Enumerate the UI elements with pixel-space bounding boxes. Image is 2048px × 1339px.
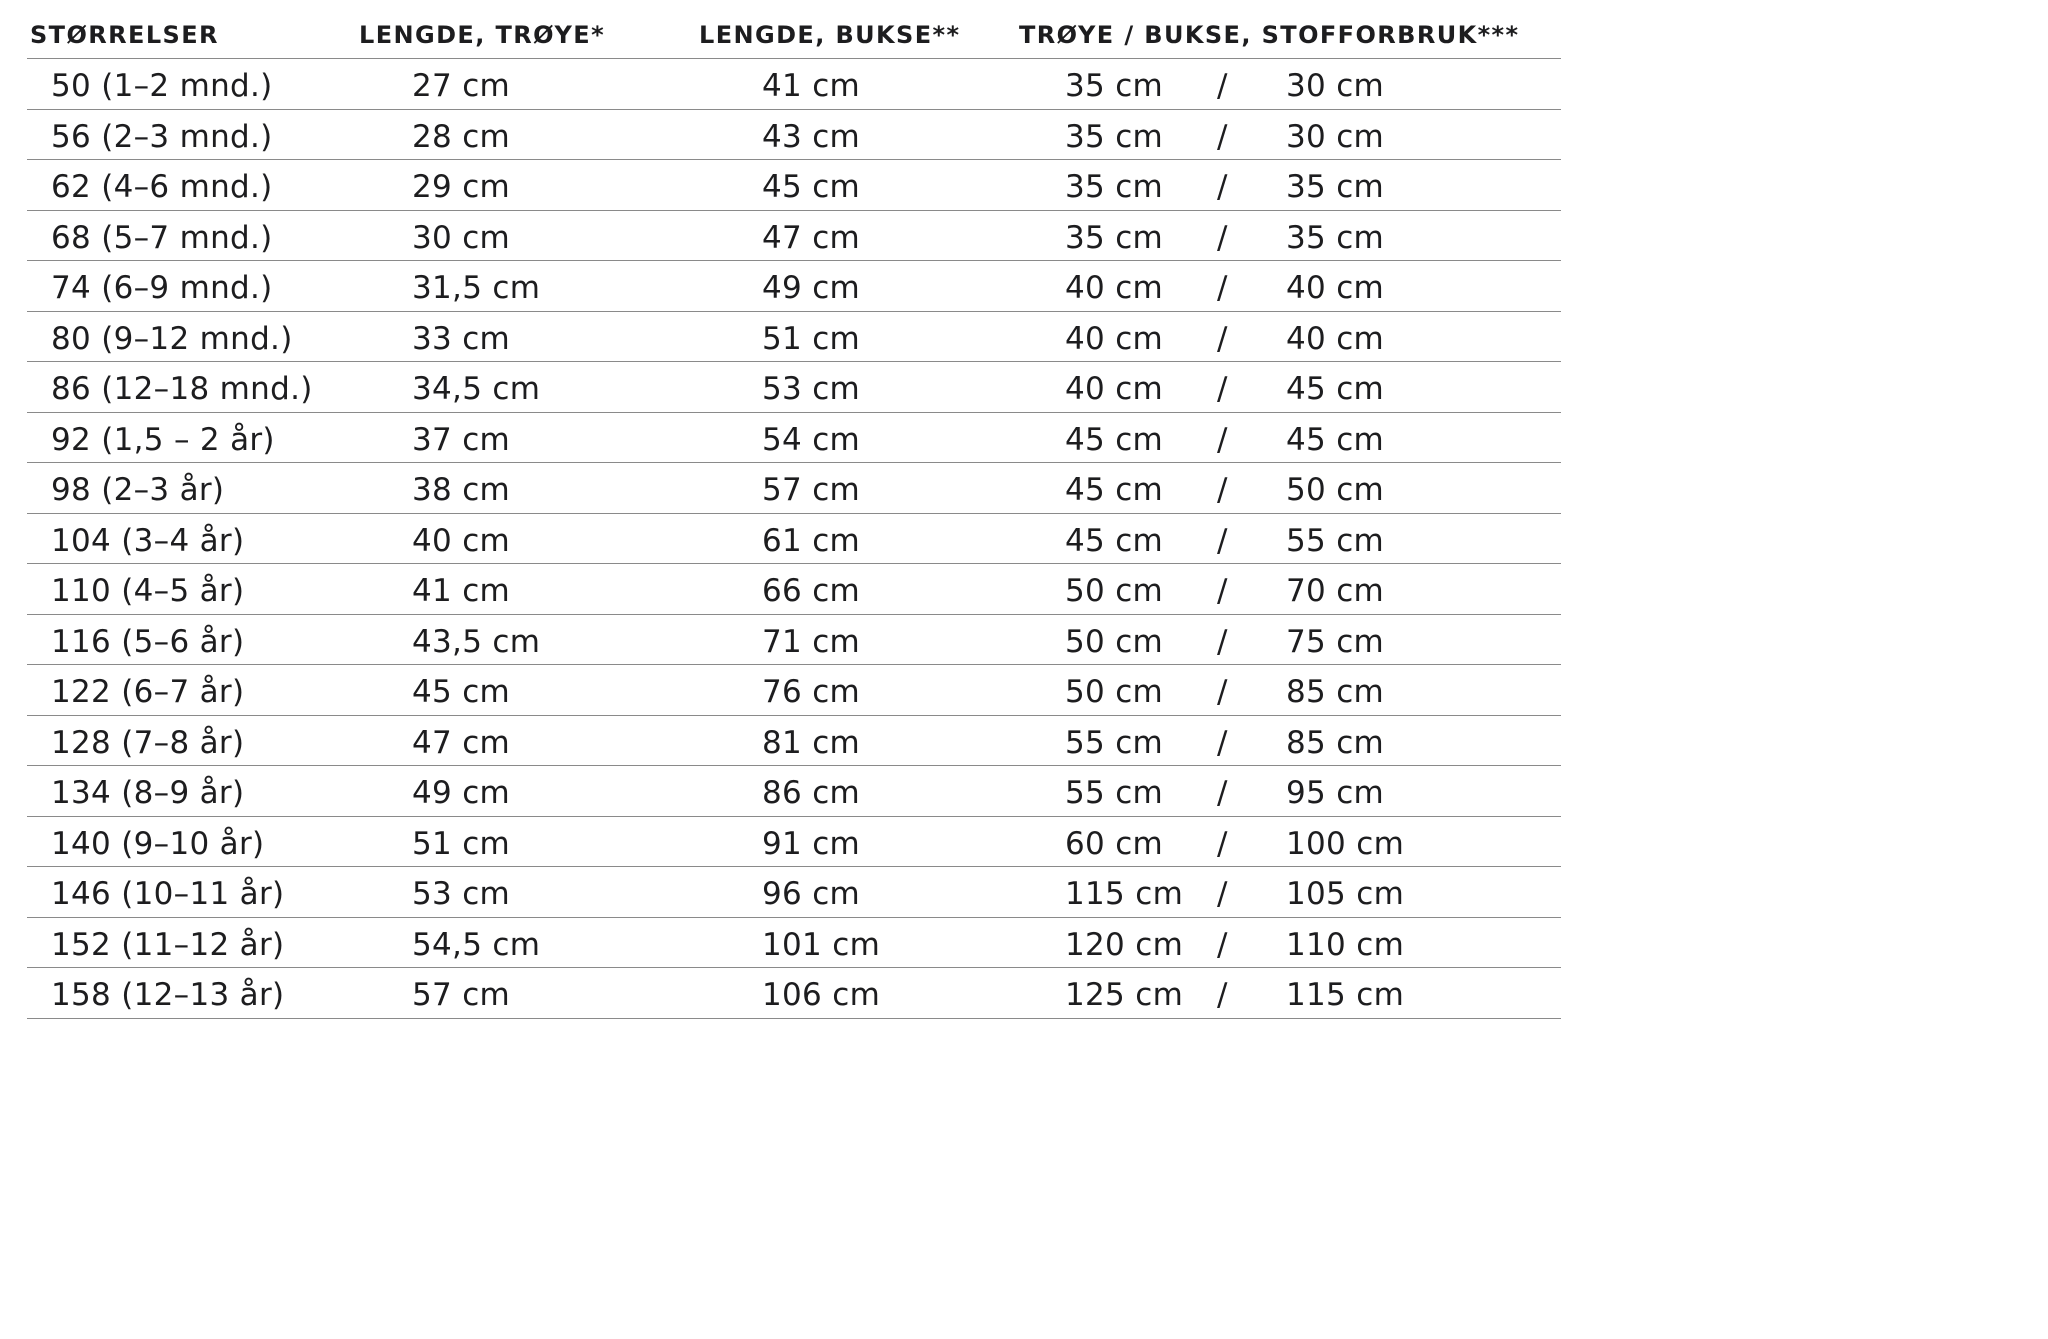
pants-length-cell: 47 cm [762, 219, 861, 256]
size-cell: 116 (5–6 år) [51, 623, 245, 660]
pants-length-cell: 57 cm [762, 472, 861, 508]
fabric-top-cell: 45 cm [1065, 522, 1164, 559]
top-length-cell: 41 cm [412, 573, 511, 609]
size-cell: 56 (2–3 mnd.) [51, 118, 273, 155]
top-length-cell: 47 cm [412, 724, 511, 761]
top-length-cell: 49 cm [412, 775, 511, 811]
header-top-length: LENGDE, TRØYE* [359, 21, 606, 49]
table-header-row [27, 0, 1561, 59]
size-cell: 140 (9–10 år) [51, 825, 265, 862]
fabric-pants-cell: 115 cm [1286, 977, 1405, 1013]
pants-length-cell: 71 cm [762, 623, 861, 660]
header-sizes: STØRRELSER [30, 21, 219, 49]
fabric-pants-cell: 85 cm [1286, 724, 1385, 761]
fabric-separator: / [1217, 623, 1228, 660]
fabric-pants-cell: 55 cm [1286, 522, 1385, 559]
size-cell: 74 (6–9 mnd.) [51, 270, 273, 306]
size-cell: 98 (2–3 år) [51, 472, 225, 508]
fabric-separator: / [1217, 320, 1228, 357]
fabric-pants-cell: 35 cm [1286, 219, 1385, 256]
fabric-top-cell: 45 cm [1065, 472, 1164, 508]
fabric-separator: / [1217, 472, 1228, 508]
table-row [27, 261, 1561, 312]
size-cell: 122 (6–7 år) [51, 674, 245, 710]
fabric-pants-cell: 70 cm [1286, 573, 1385, 609]
fabric-top-cell: 40 cm [1065, 270, 1164, 306]
pants-length-cell: 41 cm [762, 68, 861, 104]
fabric-separator: / [1217, 977, 1228, 1013]
table-row [27, 615, 1561, 666]
fabric-top-cell: 35 cm [1065, 68, 1164, 104]
fabric-pants-cell: 40 cm [1286, 270, 1385, 306]
fabric-pants-cell: 110 cm [1286, 926, 1405, 963]
fabric-top-cell: 120 cm [1065, 926, 1184, 963]
size-cell: 50 (1–2 mnd.) [51, 68, 273, 104]
fabric-pants-cell: 30 cm [1286, 118, 1385, 155]
top-length-cell: 43,5 cm [412, 623, 541, 660]
fabric-top-cell: 50 cm [1065, 674, 1164, 710]
table-row [27, 312, 1561, 363]
fabric-separator: / [1217, 371, 1228, 407]
top-length-cell: 29 cm [412, 169, 511, 205]
top-length-cell: 57 cm [412, 977, 511, 1013]
fabric-top-cell: 125 cm [1065, 977, 1184, 1013]
fabric-top-cell: 45 cm [1065, 421, 1164, 458]
top-length-cell: 51 cm [412, 825, 511, 862]
fabric-top-cell: 60 cm [1065, 825, 1164, 862]
fabric-pants-cell: 40 cm [1286, 320, 1385, 357]
pants-length-cell: 101 cm [762, 926, 881, 963]
top-length-cell: 54,5 cm [412, 926, 541, 963]
top-length-cell: 33 cm [412, 320, 511, 357]
fabric-separator: / [1217, 674, 1228, 710]
fabric-top-cell: 35 cm [1065, 118, 1164, 155]
top-length-cell: 31,5 cm [412, 270, 541, 306]
top-length-cell: 34,5 cm [412, 371, 541, 407]
table-row [27, 211, 1561, 262]
table-body [27, 59, 1561, 1019]
pants-length-cell: 61 cm [762, 522, 861, 559]
fabric-pants-cell: 35 cm [1286, 169, 1385, 205]
table-row [27, 918, 1561, 969]
pants-length-cell: 91 cm [762, 825, 861, 862]
header-fabric-usage: TRØYE / BUKSE, STOFFORBRUK*** [1019, 21, 1520, 49]
fabric-pants-cell: 45 cm [1286, 421, 1385, 458]
fabric-top-cell: 55 cm [1065, 724, 1164, 761]
top-length-cell: 30 cm [412, 219, 511, 256]
pants-length-cell: 51 cm [762, 320, 861, 357]
fabric-separator: / [1217, 573, 1228, 609]
size-cell: 86 (12–18 mnd.) [51, 371, 313, 407]
fabric-separator: / [1217, 270, 1228, 306]
top-length-cell: 53 cm [412, 876, 511, 912]
fabric-separator: / [1217, 724, 1228, 761]
fabric-pants-cell: 30 cm [1286, 68, 1385, 104]
fabric-separator: / [1217, 876, 1228, 912]
fabric-separator: / [1217, 68, 1228, 104]
size-cell: 104 (3–4 år) [51, 522, 245, 559]
pants-length-cell: 96 cm [762, 876, 861, 912]
fabric-top-cell: 55 cm [1065, 775, 1164, 811]
pants-length-cell: 53 cm [762, 371, 861, 407]
pants-length-cell: 54 cm [762, 421, 861, 458]
table-row [27, 110, 1561, 161]
top-length-cell: 37 cm [412, 421, 511, 458]
pants-length-cell: 49 cm [762, 270, 861, 306]
pants-length-cell: 43 cm [762, 118, 861, 155]
fabric-separator: / [1217, 825, 1228, 862]
top-length-cell: 27 cm [412, 68, 511, 104]
table-row [27, 968, 1561, 1019]
fabric-separator: / [1217, 926, 1228, 963]
fabric-pants-cell: 85 cm [1286, 674, 1385, 710]
table-row [27, 463, 1561, 514]
fabric-top-cell: 50 cm [1065, 573, 1164, 609]
size-cell: 146 (10–11 år) [51, 876, 285, 912]
size-cell: 152 (11–12 år) [51, 926, 285, 963]
fabric-top-cell: 35 cm [1065, 219, 1164, 256]
size-cell: 80 (9–12 mnd.) [51, 320, 293, 357]
table-row [27, 766, 1561, 817]
fabric-top-cell: 50 cm [1065, 623, 1164, 660]
size-cell: 68 (5–7 mnd.) [51, 219, 273, 256]
fabric-pants-cell: 95 cm [1286, 775, 1385, 811]
size-cell: 92 (1,5 – 2 år) [51, 421, 275, 458]
fabric-separator: / [1217, 522, 1228, 559]
fabric-pants-cell: 75 cm [1286, 623, 1385, 660]
size-chart-table [27, 0, 1561, 1019]
fabric-separator: / [1217, 118, 1228, 155]
size-cell: 134 (8–9 år) [51, 775, 245, 811]
table-row [27, 362, 1561, 413]
fabric-top-cell: 40 cm [1065, 320, 1164, 357]
fabric-pants-cell: 50 cm [1286, 472, 1385, 508]
fabric-separator: / [1217, 169, 1228, 205]
table-row [27, 817, 1561, 868]
size-cell: 158 (12–13 år) [51, 977, 285, 1013]
table-row [27, 564, 1561, 615]
table-row [27, 160, 1561, 211]
fabric-top-cell: 40 cm [1065, 371, 1164, 407]
pants-length-cell: 86 cm [762, 775, 861, 811]
pants-length-cell: 76 cm [762, 674, 861, 710]
top-length-cell: 28 cm [412, 118, 511, 155]
size-cell: 62 (4–6 mnd.) [51, 169, 273, 205]
table-row [27, 59, 1561, 110]
table-row [27, 716, 1561, 767]
fabric-pants-cell: 100 cm [1286, 825, 1405, 862]
fabric-separator: / [1217, 775, 1228, 811]
table-row [27, 514, 1561, 565]
table-row [27, 867, 1561, 918]
top-length-cell: 40 cm [412, 522, 511, 559]
pants-length-cell: 81 cm [762, 724, 861, 761]
size-cell: 110 (4–5 år) [51, 573, 245, 609]
top-length-cell: 38 cm [412, 472, 511, 508]
header-pants-length: LENGDE, BUKSE** [699, 21, 961, 49]
table-row [27, 413, 1561, 464]
pants-length-cell: 66 cm [762, 573, 861, 609]
pants-length-cell: 106 cm [762, 977, 881, 1013]
fabric-separator: / [1217, 421, 1228, 458]
size-cell: 128 (7–8 år) [51, 724, 245, 761]
fabric-top-cell: 115 cm [1065, 876, 1184, 912]
fabric-pants-cell: 105 cm [1286, 876, 1405, 912]
fabric-separator: / [1217, 219, 1228, 256]
table-row [27, 665, 1561, 716]
fabric-top-cell: 35 cm [1065, 169, 1164, 205]
fabric-pants-cell: 45 cm [1286, 371, 1385, 407]
pants-length-cell: 45 cm [762, 169, 861, 205]
top-length-cell: 45 cm [412, 674, 511, 710]
